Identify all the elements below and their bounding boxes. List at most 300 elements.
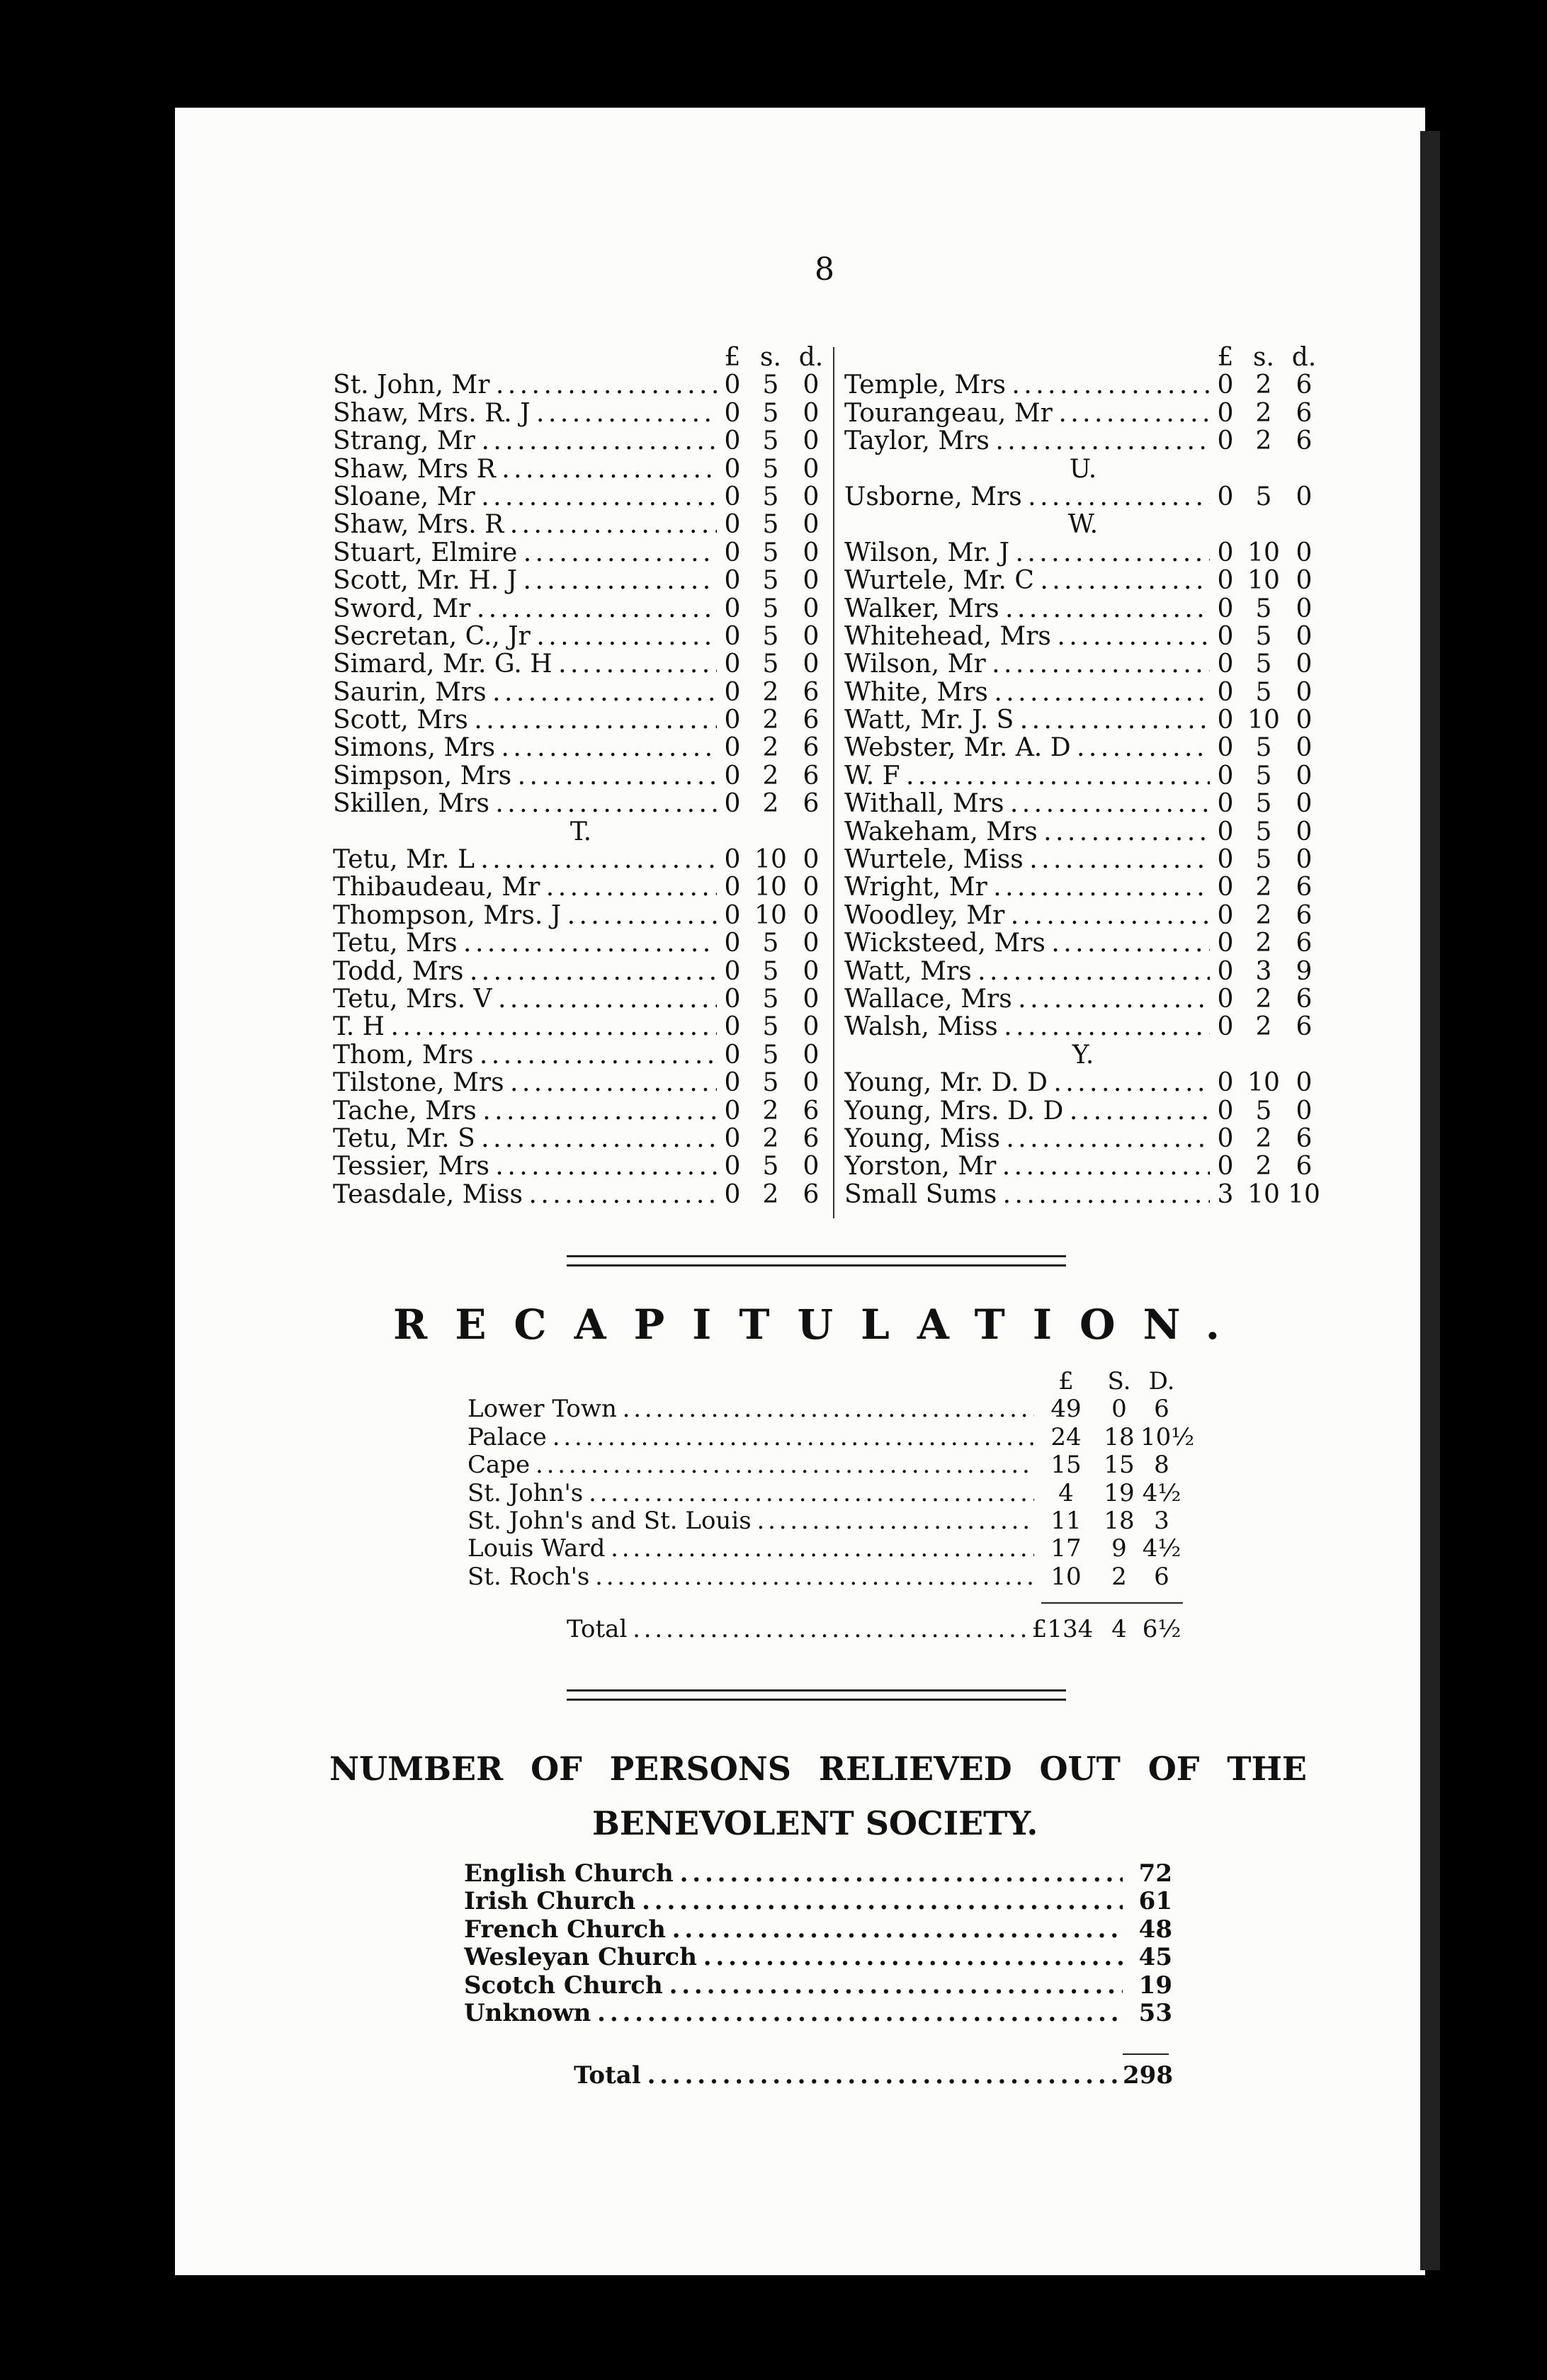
church-name: English Church . . . [464, 1860, 1123, 1888]
subscriber-row [333, 483, 829, 511]
subscriber-row [844, 595, 1322, 623]
amount-pence: 6 [1296, 873, 1313, 902]
amount-shillings: 5 [762, 538, 779, 567]
recap-pounds: 11 [1050, 1506, 1082, 1535]
amount-pounds: 0 [1217, 1012, 1234, 1042]
recapitulation-title: RECAPITULATION. [393, 1300, 1247, 1349]
subscriber-name: Wurtele, Mr. C . . . [844, 567, 1210, 594]
amount-shillings: 2 [762, 706, 779, 735]
subscriber-row [844, 706, 1322, 734]
amount-pence: 0 [1296, 789, 1313, 819]
amount-pounds: 0 [1217, 677, 1234, 707]
subscriber-row [844, 483, 1322, 511]
subscriber-name: Wilson, Mr . . . [844, 650, 1210, 678]
amount-pounds: 0 [1217, 566, 1234, 596]
church-row [464, 1972, 1172, 2000]
amount-shillings: 5 [762, 929, 779, 958]
amount-pounds: 0 [724, 929, 741, 958]
amount-pence: 0 [803, 594, 820, 623]
subscriber-row [333, 1013, 829, 1041]
subscriber-name: White, Mrs . . . [844, 679, 1210, 706]
subscriber-row [844, 958, 1322, 985]
amount-shillings: 5 [1255, 1096, 1272, 1126]
persons-count: 45 [1138, 1943, 1172, 1972]
amount-pounds: 0 [724, 956, 741, 986]
amount-shillings: 5 [762, 398, 779, 428]
amount-shillings: 5 [762, 594, 779, 623]
amount-pounds: 0 [1217, 1096, 1234, 1126]
amount-pounds: 0 [724, 984, 741, 1014]
subscriber-name: Walker, Mrs . . . [844, 595, 1210, 623]
recap-row [468, 1507, 1183, 1534]
amount-pence: 6 [1296, 1123, 1313, 1153]
amount-shillings: 10 [1247, 1068, 1280, 1098]
double-rule [567, 1689, 1066, 1701]
amount-pounds: 0 [1217, 650, 1234, 679]
amount-shillings: 5 [1255, 789, 1272, 819]
title-word: OF [1148, 1750, 1200, 1788]
subscriber-name: Small Sums . . . [844, 1181, 1210, 1208]
recap-pounds: 49 [1050, 1395, 1082, 1424]
amount-pence: 6 [1296, 398, 1313, 428]
subscriber-row [333, 455, 829, 483]
amount-pounds: 0 [724, 761, 741, 790]
amount-pence: 10 [1288, 1179, 1320, 1209]
amount-pence: 0 [803, 482, 820, 511]
amount-shillings: 5 [762, 482, 779, 511]
amount-pence: 0 [1296, 538, 1313, 567]
church-row [464, 1860, 1172, 1888]
amount-pence: 0 [803, 929, 820, 958]
amount-pence: 0 [1296, 761, 1313, 790]
amount-pence: 0 [803, 426, 820, 456]
amount-shillings: 5 [762, 650, 779, 679]
amount-pence: 6 [1296, 984, 1313, 1014]
subscriber-name: Skillen, Mrs . . . [333, 790, 717, 817]
recap-pence: 4½ [1142, 1478, 1182, 1507]
amount-shillings: 2 [1255, 873, 1272, 902]
amount-pounds: 0 [724, 510, 741, 540]
amount-shillings: 5 [762, 1152, 779, 1182]
amount-pence: 0 [803, 566, 820, 596]
recap-row [468, 1479, 1183, 1507]
section-letter: W. [1067, 510, 1099, 540]
amount-pence: 0 [1296, 845, 1313, 875]
amount-pounds: 0 [1217, 845, 1234, 875]
pence-header: d. [1291, 343, 1317, 372]
subscriber-row [333, 929, 829, 957]
amount-pounds: 0 [724, 454, 741, 484]
subscriber-name: Scott, Mrs . . . [333, 706, 717, 734]
recap-shillings: 9 [1111, 1534, 1127, 1563]
amount-pounds: 0 [724, 398, 741, 428]
subscriber-name: Todd, Mrs . . . [333, 958, 717, 985]
amount-pence: 0 [1296, 594, 1313, 623]
subscriber-name: Saurin, Mrs . . . [333, 679, 717, 706]
amount-pounds: 0 [1217, 1152, 1234, 1182]
subscriber-name: Tourangeau, Mr . . . [844, 400, 1210, 427]
subscriber-row [333, 1125, 829, 1152]
subscriber-name: Secretan, C., Jr . . . [333, 623, 717, 650]
subscriber-row [333, 873, 829, 901]
subscriber-name: Tessier, Mrs . . . [333, 1152, 717, 1180]
amount-pence: 0 [803, 1068, 820, 1098]
title-word: OF [531, 1750, 582, 1788]
amount-shillings: 5 [762, 454, 779, 484]
amount-shillings: 5 [1255, 761, 1272, 790]
subscriber-row [844, 790, 1322, 817]
recap-shillings: 0 [1111, 1395, 1127, 1424]
subscriber-row [844, 1125, 1322, 1152]
recap-shillings: 19 [1104, 1478, 1135, 1507]
subscriber-name: Wilson, Mr. J . . . [844, 539, 1210, 567]
subscriber-row [333, 679, 829, 706]
title-word: NUMBER [329, 1750, 504, 1788]
subscriber-row [844, 762, 1322, 790]
subscriber-name: Teasdale, Miss . . . [333, 1181, 717, 1208]
amount-pence: 6 [803, 1096, 820, 1126]
subscriber-name: Taylor, Mrs . . . [844, 427, 1210, 455]
amount-pence: 6 [1296, 426, 1313, 456]
amount-pounds: 0 [724, 566, 741, 596]
amount-pence: 0 [803, 845, 820, 875]
recap-district: St. John's . . . [468, 1479, 1034, 1508]
subscriber-name: Thibaudeau, Mr . . . [333, 873, 717, 901]
amount-pence: 0 [1296, 621, 1313, 651]
subscriber-row [333, 427, 829, 455]
subscriber-name: Strang, Mr . . . [333, 427, 717, 455]
amount-pounds: 0 [1217, 984, 1234, 1014]
subscriber-name: Simard, Mr. G. H . . . [333, 650, 717, 678]
amount-pounds: 0 [1217, 900, 1234, 930]
title-word: THE [1227, 1750, 1307, 1788]
title-word: PERSONS [609, 1750, 792, 1788]
amount-pounds: 0 [724, 706, 741, 735]
subscriber-row [333, 762, 829, 790]
amount-pence: 6 [1296, 370, 1313, 400]
subscriber-row [333, 985, 829, 1013]
amount-pounds: 0 [724, 650, 741, 679]
persons-total-count: 298 [1123, 2061, 1173, 2090]
amount-pounds: 0 [724, 621, 741, 651]
subscriber-row [844, 650, 1322, 678]
subscriber-list-left [333, 344, 829, 1208]
amount-pence: 6 [803, 1179, 820, 1209]
subscriber-row [333, 902, 829, 929]
recap-total-pence: 6½ [1142, 1615, 1182, 1643]
recap-row [468, 1451, 1183, 1478]
amount-shillings: 2 [1255, 900, 1272, 930]
amount-pounds: 0 [1217, 621, 1234, 651]
currency-header [844, 344, 1322, 371]
amount-pounds: 0 [1217, 398, 1234, 428]
church-row [464, 1916, 1172, 1944]
amount-shillings: 2 [762, 1096, 779, 1126]
church-name: Wesleyan Church . . . [464, 1944, 1123, 1972]
recap-row [468, 1395, 1183, 1422]
amount-shillings: 5 [1255, 650, 1272, 679]
subscriber-row [844, 985, 1322, 1013]
pence-header: D. [1148, 1367, 1175, 1395]
subscriber-name: Woodley, Mr . . . [844, 902, 1210, 929]
subscriber-row [844, 679, 1322, 706]
subscriber-name: Sloane, Mr . . . [333, 483, 717, 511]
church-row [464, 1944, 1172, 1971]
subscriber-name: Whitehead, Mrs . . . [844, 623, 1210, 650]
recap-pounds: 10 [1050, 1562, 1082, 1591]
subscriber-row [844, 1069, 1322, 1096]
amount-pence: 6 [803, 677, 820, 707]
amount-shillings: 10 [1247, 706, 1280, 735]
subscriber-name: Tetu, Mr. S . . . [333, 1125, 717, 1152]
amount-shillings: 2 [1255, 370, 1272, 400]
persons-count: 53 [1138, 1998, 1172, 2027]
subscriber-name: Shaw, Mrs. R. J . . . [333, 400, 717, 427]
subscriber-name: Simons, Mrs . . . [333, 734, 717, 761]
amount-pounds: 0 [1217, 733, 1234, 763]
recap-shillings: 18 [1104, 1422, 1135, 1451]
subscriber-row [844, 929, 1322, 957]
recap-currency-header [468, 1367, 1183, 1395]
subscriber-row [844, 873, 1322, 901]
amount-pounds: 0 [1217, 956, 1234, 986]
sum-line [1123, 2053, 1169, 2055]
amount-pence: 0 [803, 510, 820, 540]
recap-row [468, 1563, 1183, 1590]
amount-shillings: 2 [762, 677, 779, 707]
amount-pounds: 0 [724, 426, 741, 456]
subscriber-row [333, 539, 829, 567]
subscriber-name: Young, Miss . . . [844, 1125, 1210, 1152]
amount-shillings: 10 [754, 873, 787, 902]
persons-count: 72 [1138, 1859, 1172, 1888]
subscriber-name: Wakeham, Mrs . . . [844, 818, 1210, 846]
shillings-header: S. [1107, 1367, 1131, 1395]
recap-shillings: 15 [1104, 1451, 1135, 1480]
amount-shillings: 2 [1255, 929, 1272, 958]
amount-shillings: 5 [762, 426, 779, 456]
subscriber-row [333, 1041, 829, 1069]
amount-pounds: 0 [1217, 594, 1234, 623]
amount-pence: 0 [803, 398, 820, 428]
amount-shillings: 5 [762, 566, 779, 596]
subscriber-row [844, 902, 1322, 929]
amount-shillings: 5 [1255, 621, 1272, 651]
amount-shillings: 5 [1255, 733, 1272, 763]
recap-district: Cape . . . [468, 1451, 1034, 1480]
amount-pence: 0 [803, 621, 820, 651]
amount-pounds: 0 [724, 789, 741, 819]
subscriber-name: T. H . . . [333, 1013, 717, 1041]
recap-pence: 6 [1154, 1562, 1169, 1591]
amount-pounds: 0 [724, 1179, 741, 1209]
subscriber-name: Scott, Mr. H. J . . . [333, 567, 717, 594]
amount-pounds: 0 [724, 538, 741, 567]
amount-pence: 0 [803, 1012, 820, 1042]
amount-shillings: 5 [1255, 482, 1272, 511]
currency-header [333, 344, 829, 371]
amount-shillings: 10 [1247, 566, 1280, 596]
amount-shillings: 5 [762, 956, 779, 986]
subscriber-name: Withall, Mrs . . . [844, 790, 1210, 817]
amount-pence: 0 [1296, 1096, 1313, 1126]
subscriber-row [844, 1097, 1322, 1125]
sum-line [1041, 1602, 1183, 1604]
amount-shillings: 5 [1255, 845, 1272, 875]
amount-pounds: 0 [724, 482, 741, 511]
amount-pence: 0 [1296, 650, 1313, 679]
subscriber-row [844, 1152, 1322, 1180]
amount-pounds: 0 [724, 845, 741, 875]
recap-pence: 3 [1154, 1506, 1169, 1535]
amount-shillings: 10 [1247, 1179, 1280, 1209]
amount-pounds: 0 [1217, 789, 1234, 819]
amount-pence: 0 [803, 900, 820, 930]
subscriber-name: Wicksteed, Mrs . . . [844, 929, 1210, 957]
subscriber-name: Wurtele, Miss . . . [844, 846, 1210, 873]
amount-pence: 0 [1296, 482, 1313, 511]
recap-total-label: Total . . . [567, 1615, 1027, 1643]
subscriber-name: Watt, Mrs . . . [844, 958, 1210, 985]
amount-pence: 9 [1296, 956, 1313, 986]
church-row [464, 2000, 1172, 2027]
amount-pence: 6 [803, 733, 820, 763]
amount-pounds: 3 [1217, 1179, 1234, 1209]
amount-pounds: 0 [724, 733, 741, 763]
subscriber-row [333, 958, 829, 985]
subscriber-row [333, 790, 829, 817]
amount-pence: 0 [1296, 566, 1313, 596]
amount-pence: 6 [1296, 1012, 1313, 1042]
amount-pence: 6 [803, 761, 820, 790]
persons-relieved-table [464, 1860, 1172, 2027]
subscriber-row [333, 706, 829, 734]
amount-shillings: 2 [1255, 398, 1272, 428]
amount-shillings: 5 [762, 621, 779, 651]
subscriber-row [844, 539, 1322, 567]
amount-pounds: 0 [724, 1012, 741, 1042]
amount-pounds: 0 [1217, 538, 1234, 567]
recapitulation-table [468, 1367, 1195, 1591]
subscriber-row [333, 595, 829, 623]
recap-shillings: 18 [1104, 1506, 1135, 1535]
amount-pounds: 0 [724, 594, 741, 623]
subscriber-name: St. John, Mr . . . [333, 371, 717, 399]
subscriber-row [844, 371, 1322, 399]
subscriber-row [844, 1181, 1322, 1208]
subscriber-row [333, 1097, 829, 1125]
subscriber-name: Watt, Mr. J. S . . . [844, 706, 1210, 734]
amount-pence: 0 [803, 538, 820, 567]
subscriber-name: Tetu, Mr. L . . . [333, 846, 717, 873]
recap-pence: 10½ [1140, 1422, 1195, 1451]
amount-pence: 0 [803, 370, 820, 400]
amount-pence: 0 [803, 873, 820, 902]
subscriber-row [333, 734, 829, 761]
subscriber-row [844, 734, 1322, 761]
subscriber-name: W. F . . . [844, 762, 1210, 790]
amount-shillings: 10 [754, 900, 787, 930]
subscriber-name: Temple, Mrs . . . [844, 371, 1210, 399]
amount-shillings: 5 [1255, 677, 1272, 707]
amount-pounds: 0 [1217, 761, 1234, 790]
amount-shillings: 5 [1255, 817, 1272, 846]
amount-pence: 0 [803, 650, 820, 679]
amount-pounds: 0 [724, 900, 741, 930]
church-name: Unknown . . . [464, 2000, 1123, 2028]
shillings-header: s. [760, 343, 781, 372]
recap-total-pounds: £134 [1031, 1615, 1094, 1643]
amount-shillings: 2 [1255, 1152, 1272, 1182]
recap-district: Lower Town . . . [468, 1395, 1034, 1424]
pounds-header: £ [1058, 1367, 1074, 1395]
amount-pence: 0 [803, 454, 820, 484]
recap-row [468, 1534, 1183, 1562]
amount-pounds: 0 [1217, 817, 1234, 846]
section-letter: T. [570, 817, 592, 846]
amount-shillings: 2 [762, 1123, 779, 1153]
persons-count: 19 [1138, 1971, 1172, 2000]
recap-shillings: 2 [1111, 1562, 1127, 1591]
amount-pounds: 0 [724, 1096, 741, 1126]
subscriber-name: Thompson, Mrs. J . . . [333, 902, 717, 929]
shillings-header: s. [1253, 343, 1274, 372]
amount-pounds: 0 [724, 1040, 741, 1070]
pounds-header: £ [724, 343, 741, 372]
subscriber-name: Usborne, Mrs . . . [844, 483, 1210, 511]
subscriber-row [333, 1181, 829, 1208]
amount-pounds: 0 [724, 873, 741, 902]
amount-shillings: 2 [762, 789, 779, 819]
amount-pence: 6 [1296, 1152, 1313, 1182]
amount-shillings: 2 [1255, 984, 1272, 1014]
subscriber-name: Shaw, Mrs R . . . [333, 455, 717, 483]
recap-pounds: 24 [1050, 1422, 1082, 1451]
amount-shillings: 5 [1255, 594, 1272, 623]
amount-pence: 6 [1296, 900, 1313, 930]
subscriber-row [844, 427, 1322, 455]
persons-count: 48 [1138, 1915, 1172, 1944]
subscriber-row [844, 400, 1322, 427]
persons-total-label: Total . . . [574, 2061, 1123, 2090]
amount-pence: 0 [1296, 677, 1313, 707]
subscriber-name: Tilstone, Mrs . . . [333, 1069, 717, 1096]
subscriber-name: Wright, Mr . . . [844, 873, 1210, 901]
amount-shillings: 2 [1255, 1012, 1272, 1042]
amount-pounds: 0 [1217, 482, 1234, 511]
recap-row [468, 1422, 1195, 1451]
amount-pounds: 0 [724, 1068, 741, 1098]
recap-pounds: 17 [1050, 1534, 1082, 1563]
amount-pence: 0 [803, 956, 820, 986]
amount-shillings: 2 [1255, 1123, 1272, 1153]
subscriber-name: Young, Mrs. D. D . . . [844, 1097, 1210, 1125]
recap-pounds: 4 [1058, 1478, 1074, 1507]
amount-pounds: 0 [1217, 370, 1234, 400]
subscriber-row [333, 1069, 829, 1096]
amount-pence: 0 [803, 984, 820, 1014]
subscriber-name: Shaw, Mrs. R . . . [333, 511, 717, 538]
amount-shillings: 5 [762, 510, 779, 540]
persons-relieved-title [329, 1750, 1307, 1788]
amount-shillings: 10 [754, 845, 787, 875]
subscriber-row [333, 650, 829, 678]
church-name: Scotch Church . . . [464, 1972, 1123, 2000]
amount-shillings: 2 [762, 733, 779, 763]
subscriber-name: Sword, Mr . . . [333, 595, 717, 623]
persons-relieved-subtitle: BENEVOLENT SOCIETY. [592, 1804, 1038, 1842]
subscriber-row [844, 818, 1322, 846]
